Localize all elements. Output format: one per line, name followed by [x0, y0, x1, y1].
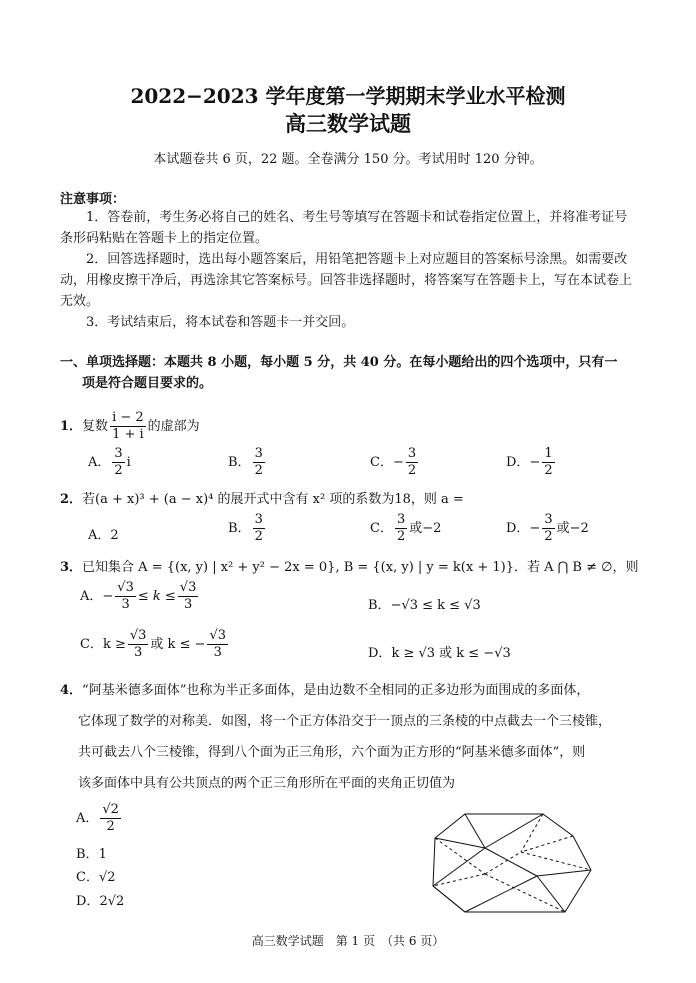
page-footer: 高三数学试题 第 1 页 （共 6 页）	[251, 934, 445, 948]
q2-option-a[interactable]: A．2	[88, 528, 119, 543]
q1-post: 的虚部为	[147, 419, 200, 434]
q2-option-d[interactable]: D．− $\frac{3}{2}$ 或−2	[506, 512, 589, 544]
q2-option-c[interactable]: C． $\frac{3}{2}$ 或−2	[370, 512, 442, 544]
q1-pre: 复数	[82, 419, 109, 434]
q3-option-b[interactable]: B．−√3 ≤ k ≤ √3	[368, 598, 481, 613]
q3-option-d[interactable]: D．k ≥ √3 或 k ≤ −√3	[368, 646, 511, 661]
question-2	[60, 488, 464, 507]
notice-item-1: 1．答卷前，考生务必将自己的姓名、考生号等填写在答题卡和试卷指定位置上，并将准考证号条形码粘贴在答题卡上的指定位置。	[60, 210, 628, 246]
notice-item-2: 2．回答选择题时，选出每小题答案后，用铅笔把答题卡上对应题目的答案标号涂黑。如需要改动，用橡皮擦干净后，再选涂其它答案标号。回答非选择题时，将答案写在答题卡上，写在本试卷上无效。	[60, 252, 633, 309]
section-heading-line1: 一、单项选择题：本题共 8 小题，每小题 5 分，共 40 分。在每小题给出的四个选项中，只有一	[60, 355, 618, 370]
question-number: 3．	[60, 560, 83, 575]
q1-fraction: $\frac{i - 2}{1 + i}$	[112, 410, 144, 442]
q4-option-a[interactable]: A． $\frac{√2}{2}$	[76, 802, 119, 834]
q4-option-d[interactable]: D．2√2	[76, 894, 125, 909]
question-3	[60, 556, 638, 575]
q2-option-b[interactable]: B． $\frac{3}{2}$	[228, 512, 263, 544]
question-number: 2．	[60, 492, 83, 507]
q3-option-a[interactable]: A．− $\frac{√3}{3}$ ≤ k ≤ $\frac{√3}{3}$	[80, 580, 197, 612]
notice-heading: 注意事项：	[60, 192, 126, 207]
section-heading	[60, 352, 640, 394]
q4-option-b[interactable]: B．1	[76, 847, 107, 862]
q2-text: 若(a + x)³ + (a − x)⁴ 的展开式中含有 x² 项的系数为18，则 a =	[82, 492, 464, 507]
q1-option-a[interactable]: A． $\frac{3}{2}$ i	[88, 446, 131, 478]
q1-option-c[interactable]: C．− $\frac{3}{2}$	[370, 446, 417, 478]
q1-option-b[interactable]: B． $\frac{3}{2}$	[228, 446, 263, 478]
exam-title: 2022−2023 学年度第一学期期末学业水平检测	[130, 84, 566, 108]
question-1	[60, 410, 200, 443]
q4-option-c[interactable]: C．√2	[76, 870, 116, 885]
q1-option-d[interactable]: D．− $\frac{1}{2}$	[506, 446, 553, 478]
exam-subject-title: 高三数学试题	[285, 111, 411, 136]
q3-option-c[interactable]: C．k ≥ $\frac{√3}{3}$ 或 k ≤ − $\frac{√3}{3}$	[80, 628, 227, 660]
question-number: 1．	[60, 419, 83, 434]
question-4: 4．“阿基米德多面体”也称为半正多面体，是由边数不全相同的正多边形为面围成的多面体， 它体现了数学的对称美．如图，将一个正方体沿交于一顶点的三条棱的中点截去一个三棱锥， 共可截去八个三棱锥，得到八个面为正三角形，六个面为正方形的“阿基米德多面体”，则 该多面体中具有公共顶点的两个正三角形所在平面的夹角正切值为	[60, 683, 612, 791]
cuboctahedron-figure	[425, 808, 595, 918]
q3-text: 已知集合 A = {(x, y) | x² + y² − 2x = 0}, B = {(x, y) | y = k(x + 1)}．若 A ⋂ B ≠ ∅，则	[82, 560, 639, 575]
exam-info: 本试题卷共 6 页，22 题。全卷满分 150 分。考试用时 120 分钟。	[153, 152, 543, 167]
question-number: 4．	[60, 683, 83, 698]
notice-item-3: 3．考试结束后，将本试卷和答题卡一并交回。	[86, 315, 355, 330]
section-heading-line2: 项是符合题目要求的。	[82, 376, 213, 391]
